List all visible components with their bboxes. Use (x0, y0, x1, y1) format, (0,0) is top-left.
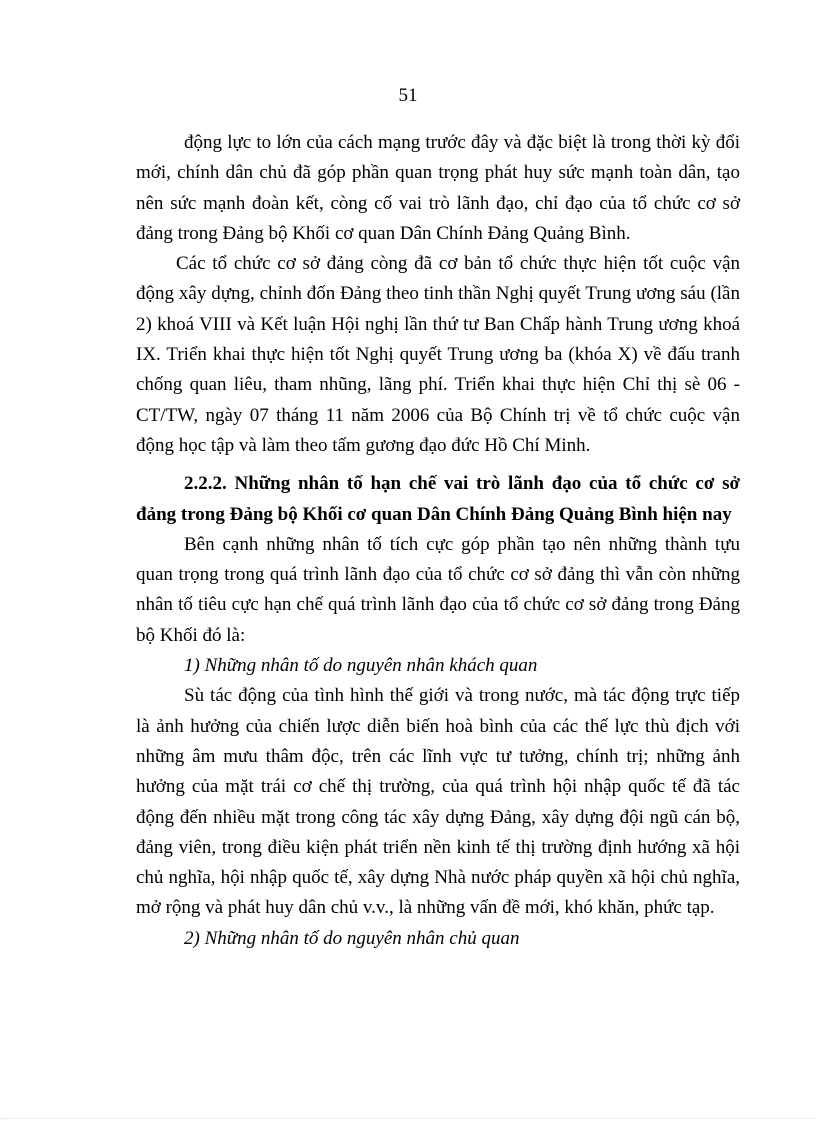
subheading-subjective-causes: 2) Những nhân tố do nguyên nhân chủ quan (184, 927, 520, 949)
body-text (136, 128, 740, 954)
page-number: 51 (398, 85, 418, 106)
section-heading: 2.2.2. Những nhân tố hạn chế vai trò lãnh đạo của tổ chức cơ sở đảng trong Đảng bộ Khối cơ quan Dân Chính Đảng Quảng Bình hiện nay (136, 473, 740, 525)
section-intro: Bên cạnh những nhân tố tích cực góp phần tạo nên những thành tựu quan trọng trong quá trình lãnh đạo của tổ chức cơ sở đảng thì vẫn còn những nhân tố tiêu cực hạn chế quá trình lãnh đạo của tổ chức cơ sở đảng trong Đảng bộ Khối đó là: (136, 533, 740, 646)
subheading-objective-causes: 1) Những nhân tố do nguyên nhân khách quan (184, 655, 538, 677)
paragraph-party-organizations: Các tổ chức cơ sở đảng còng đã cơ bản tổ chức thực hiện tốt cuộc vận động xây dựng, chỉnh đốn Đảng theo tinh thần Nghị quyết Trung ương sáu (lần 2) khoá VIII và Kết luận Hội nghị lần thứ tư Ban Chấp hành Trung ương khoá IX. Triển khai thực hiện tốt Nghị quyết Trung ương ba (khóa X) về đấu tranh chống quan liêu, tham nhũng, lãng phí. Triển khai thực hiện Chỉ thị sè 06 - CT/TW, ngày 07 tháng 11 năm 2006 của Bộ Chính trị về tổ chức cuộc vận động học tập và làm theo tấm gương đạo đức Hồ Chí Minh. (136, 253, 740, 456)
paragraph-continuation: động lực to lớn của cách mạng trước đây và đặc biệt là trong thời kỳ đổi mới, chính dân chủ đã góp phần quan trọng phát huy sức mạnh toàn dân, tạo nên sức mạnh đoàn kết, còng cố vai trò lãnh đạo, chỉ đạo của tổ chức cơ sở đảng trong Đảng bộ Khối cơ quan Dân Chính Đảng Quảng Bình. (136, 132, 740, 244)
paragraph-objective-causes: Sù tác động của tình hình thế giới và trong nước, mà tác động trực tiếp là ảnh hưởng của chiến lược diễn biến hoà bình của các thế lực thù địch với những âm mưu thâm độc, trên các lĩnh vực tư tưởng, chính trị; những ảnh hưởng của mặt trái cơ chế thị trường, của quá trình hội nhập quốc tế đã tác động đến nhiều mặt trong công tác xây dựng Đảng, xây dựng đội ngũ cán bộ, đảng viên, trong điều kiện phát triển nền kinh tế thị trường định hướng xã hội chủ nghĩa, hội nhập quốc tế, xây dựng Nhà nước pháp quyền xã hội chủ nghĩa, mở rộng và phát huy dân chủ v.v., là những vấn đề mới, khó khăn, phức tạp. (136, 685, 740, 919)
footer-divider (0, 1118, 816, 1119)
